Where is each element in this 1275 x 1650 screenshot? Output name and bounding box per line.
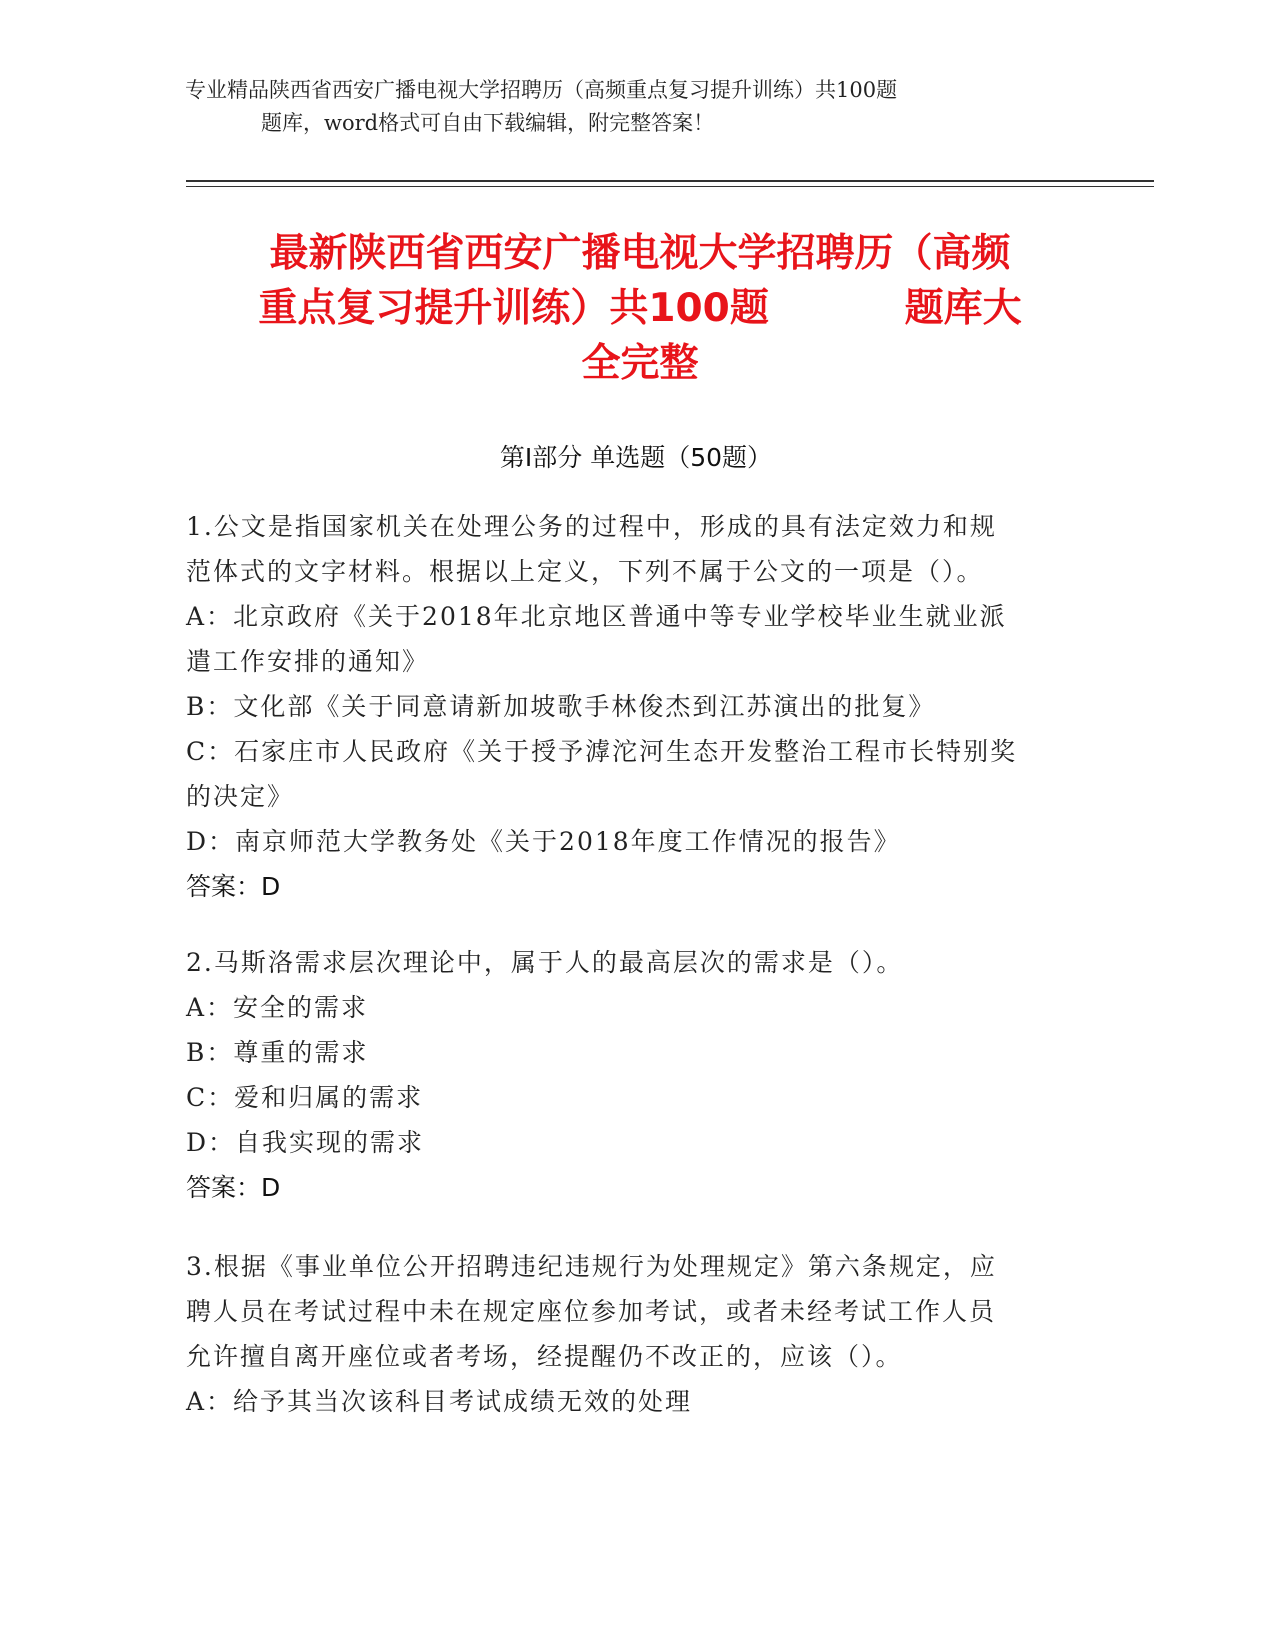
answer-option: C：石家庄市人民政府《关于授予滹沱河生态开发整治工程市长特别奖 — [186, 737, 1018, 766]
answer-option: 的决定》 — [186, 782, 295, 811]
answer-option: 遣工作安排的通知》 — [186, 647, 430, 676]
question-block — [186, 940, 1066, 1210]
question-stem: 允许擅自离开座位或者考场，经提醒仍不改正的，应该（）。 — [186, 1342, 903, 1371]
question-block — [186, 1244, 1066, 1424]
header-line: 专业精品陕西省西安广播电视大学招聘历（高频重点复习提升训练）共100题 — [185, 78, 898, 102]
header-divider-thin — [186, 186, 1154, 187]
question-stem: 3.根据《事业单位公开招聘违纪违规行为处理规定》第六条规定，应 — [186, 1252, 997, 1281]
title-line: 全完整 — [581, 341, 699, 386]
page-header — [185, 74, 1085, 140]
answer-key: 答案：D — [186, 1173, 281, 1202]
answer-option: A：安全的需求 — [186, 993, 369, 1022]
answer-option: A：北京政府《关于2018年北京地区普通中等专业学校毕业生就业派 — [186, 602, 1007, 631]
section-heading: 第Ⅰ部分 单选题（50题） — [499, 443, 773, 472]
answer-option: D：南京师范大学教务处《关于2018年度工作情况的报告》 — [186, 827, 901, 856]
answer-option: B：尊重的需求 — [186, 1038, 369, 1067]
question-stem: 2.马斯洛需求层次理论中，属于人的最高层次的需求是（）。 — [186, 948, 904, 977]
question-stem: 范体式的文字材料。根据以上定义，下列不属于公文的一项是（）。 — [186, 557, 984, 586]
header-divider-thick — [186, 180, 1154, 182]
question-stem: 1.公文是指国家机关在处理公务的过程中，形成的具有法定效力和规 — [186, 512, 997, 541]
question-block — [186, 504, 1066, 909]
answer-key: 答案：D — [186, 872, 281, 901]
question-stem: 聘人员在考试过程中未在规定座位参加考试，或者未经考试工作人员 — [186, 1297, 997, 1326]
answer-option: D：自我实现的需求 — [186, 1128, 425, 1157]
answer-option: C：爱和归属的需求 — [186, 1083, 424, 1112]
answer-option: A：给予其当次该科目考试成绩无效的处理 — [186, 1387, 693, 1416]
title-line: 最新陕西省西安广播电视大学招聘历（高频 — [269, 231, 1011, 276]
document-title — [190, 226, 1090, 391]
answer-option: B：文化部《关于同意请新加坡歌手林俊杰到江苏演出的批复》 — [186, 692, 936, 721]
header-line: 题库，word格式可自由下载编辑，附完整答案！ — [261, 111, 715, 135]
title-line: 重点复习提升训练）共100题 题库大 — [258, 286, 1022, 331]
